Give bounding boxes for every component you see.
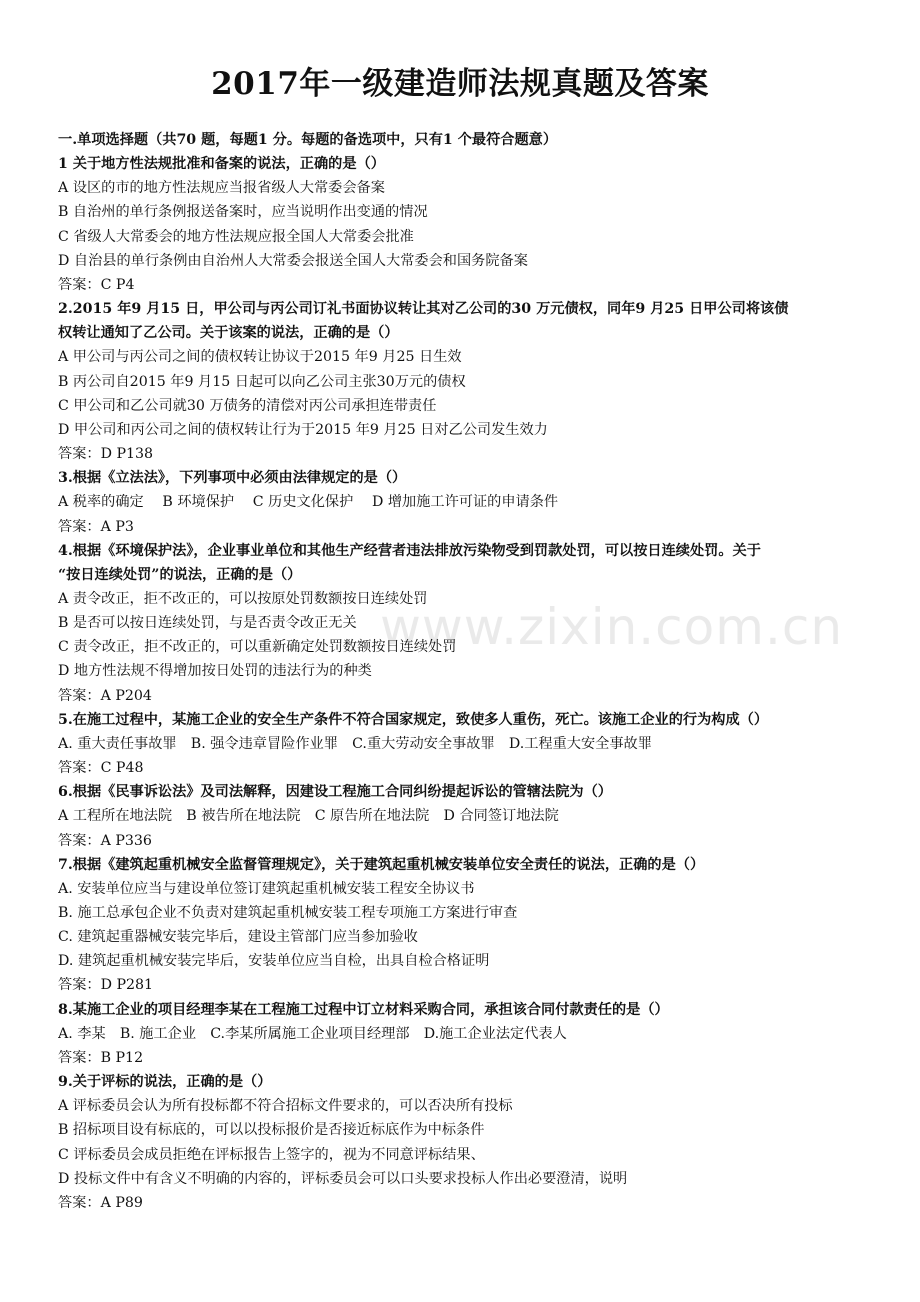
option-line: B 自治州的单行条例报送备案时，应当说明作出变通的情况: [58, 204, 428, 221]
option-line: C 责令改正，拒不改正的，可以重新确定处罚数额按日连续处罚: [58, 639, 457, 656]
watermark: www.zixin.com.cn: [380, 598, 844, 656]
answer-line: 答案：A P3: [58, 518, 134, 535]
option-line: A 工程所在地法院 B 被告所在地法院 C 原告所在地法院 D 合同签订地法院: [58, 808, 559, 825]
option-line: B 丙公司自2015 年9 月15 日起可以向乙公司主张30万元的债权: [58, 373, 466, 390]
answer-line: 答案：A P89: [58, 1194, 143, 1211]
option-line: A. 安装单位应当与建设单位签订建筑起重机械安装工程安全协议书: [58, 880, 475, 897]
option-line: A 设区的市的地方性法规应当报省级人大常委会备案: [58, 180, 385, 197]
option-line: B 招标项目设有标底的，可以以投标报价是否接近标底作为中标条件: [58, 1122, 485, 1139]
question-line: 7.根据《建筑起重机械安全监督管理规定》，关于建筑起重机械安装单位安全责任的说法，正确的是（）: [58, 856, 705, 873]
option-line: D 投标文件中有含义不明确的内容的，评标委员会可以口头要求投标人作出必要澄清，说明: [58, 1170, 628, 1187]
option-line: C 省级人大常委会的地方性法规应报全国人大常委会批准: [58, 228, 414, 245]
option-line: D 甲公司和丙公司之间的债权转让行为于2015 年9 月25 日对乙公司发生效力: [58, 421, 548, 438]
answer-line: 答案：C P48: [58, 760, 144, 777]
answer-line: 答案：A P336: [58, 832, 152, 849]
option-line: A 甲公司与丙公司之间的债权转让协议于2015 年9 月25 日生效: [58, 349, 462, 366]
page-title: 2017年一级建造师法规真题及答案: [211, 66, 709, 102]
option-line: D. 建筑起重机械安装完毕后，安装单位应当自检，出具自检合格证明: [58, 953, 490, 970]
option-line: A 责令改正，拒不改正的，可以按原处罚数额按日连续处罚: [58, 590, 428, 607]
option-line: A. 重大责任事故罪 B. 强令违章冒险作业罪 C.重大劳动安全事故罪 D.工程重大安全事故罪: [58, 735, 652, 752]
question-line: 5.在施工过程中，某施工企业的安全生产条件不符合国家规定，致使多人重伤，死亡。该施工企业的行为构成（）: [58, 711, 769, 728]
question-line: 1 关于地方性法规批准和备案的说法，正确的是（）: [58, 156, 385, 173]
option-line: B. 施工总承包企业不负责对建筑起重机械安装工程专项施工方案进行审查: [58, 905, 518, 921]
question-line: 6.根据《民事诉讼法》及司法解释，因建设工程施工合同纠纷提起诉讼的管辖法院为（）: [58, 784, 612, 801]
answer-line: 答案：B P12: [58, 1049, 144, 1066]
question-line: “按日连续处罚”的说法，正确的是（）: [58, 566, 302, 583]
question-line: 8.某施工企业的项目经理李某在工程施工过程中订立材料采购合同，承担该合同付款责任的是（）: [58, 1001, 669, 1018]
question-line: 2.2015 年9 月15 日，甲公司与丙公司订礼书面协议转让其对乙公司的30 万元债权，同年9 月25 日甲公司将该债: [58, 301, 789, 318]
option-line: A 评标委员会认为所有投标都不符合招标文件要求的，可以否决所有投标: [58, 1098, 513, 1115]
option-line: B 是否可以按日连续处罚，与是否责令改正无关: [58, 615, 357, 632]
document-body: [58, 128, 868, 1215]
question-line: 4.根据《环境保护法》，企业事业单位和其他生产经营者违法排放污染物受到罚款处罚，可以按日连续处罚。关于: [58, 542, 761, 559]
option-line: D 地方性法规不得增加按日处罚的违法行为的种类: [58, 663, 372, 680]
option-line: D 自治县的单行条例由自治州人大常委会报送全国人大常委会和国务院备案: [58, 252, 528, 269]
question-line: 一.单项选择题（共70 题，每题1 分。每题的备选项中，只有1 个最符合题意）: [58, 132, 558, 148]
option-line: C 评标委员会成员拒绝在评标报告上签字的，视为不同意评标结果、: [58, 1146, 485, 1163]
option-line: A 税率的确定 B 环境保护 C 历史文化保护 D 增加施工许可证的申请条件: [58, 494, 559, 511]
option-line: A. 李某 B. 施工企业 C.李某所属施工企业项目经理部 D.施工企业法定代表人: [58, 1025, 567, 1042]
answer-line: 答案：D P138: [58, 446, 154, 463]
question-line: 权转让通知了乙公司。关于该案的说法，正确的是（）: [58, 325, 399, 342]
option-line: C. 建筑起重器械安装完毕后，建设主管部门应当参加验收: [58, 929, 418, 946]
answer-line: 答案：A P204: [58, 687, 152, 704]
question-line: 9.关于评标的说法，正确的是（）: [58, 1074, 272, 1091]
answer-line: 答案：D P281: [58, 977, 154, 994]
answer-line: 答案：C P4: [58, 276, 135, 293]
question-line: 3.根据《立法法》，下列事项中必须由法律规定的是（）: [58, 470, 407, 487]
option-line: C 甲公司和乙公司就30 万债务的清偿对丙公司承担连带责任: [58, 397, 437, 414]
